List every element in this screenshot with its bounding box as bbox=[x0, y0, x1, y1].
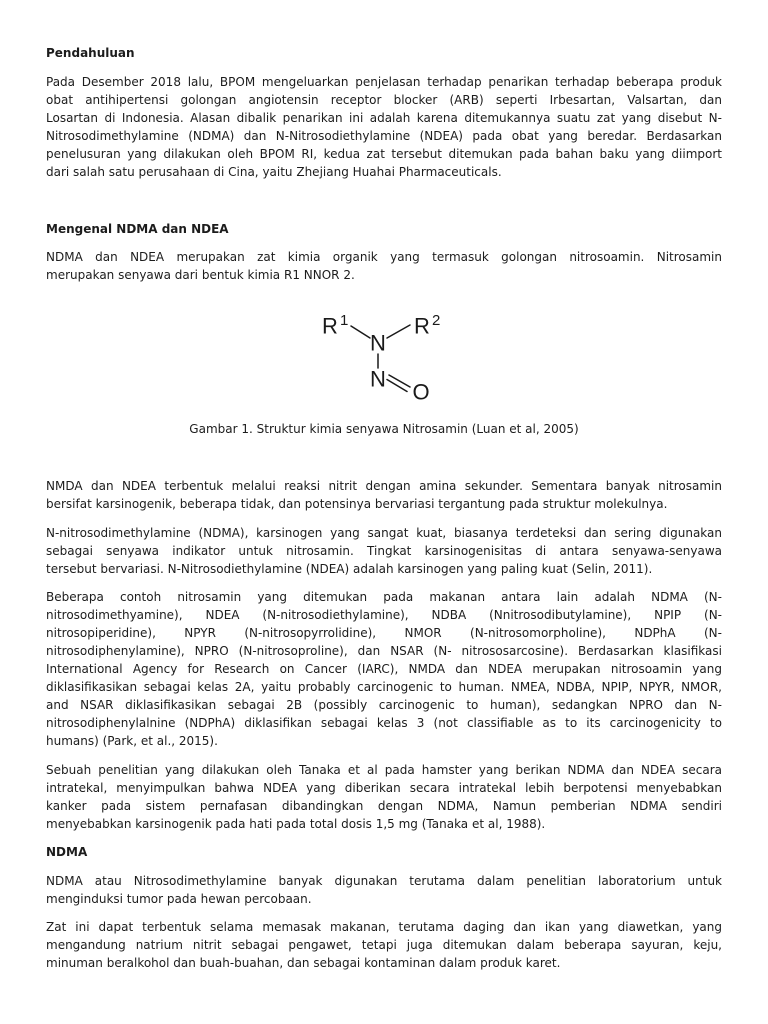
heading-ndma: NDMA bbox=[46, 845, 88, 859]
nitrosamine-structure-diagram bbox=[304, 295, 464, 410]
text-line: humans) (Park, et al., 2015). bbox=[46, 734, 218, 748]
text-line: NDMA dan NDEA merupakan zat kimia organik yang termasuk golongan nitrosoamin. Nitrosamin bbox=[46, 250, 722, 264]
atom-index-1: 1 bbox=[340, 311, 349, 329]
text-line: Pada Desember 2018 lalu, BPOM mengeluarkan penjelasan terhadap penarikan terhadap beberapa produk bbox=[46, 74, 722, 89]
text-line: and NSAR diklasifikasikan sebagai 2B (possibly carcinogenic to human), sedangkan NPRO dan N- bbox=[46, 698, 722, 712]
atom-label-o: O bbox=[412, 379, 430, 404]
text-line: penelusuran yang dilakukan oleh BPOM RI, kedua zat tersebut ditemukan pada bahan baku yang diimport bbox=[46, 146, 722, 161]
bond-r1-n bbox=[351, 326, 370, 338]
text-line: merupakan senyawa dari bentuk kimia R1 NNOR 2. bbox=[46, 268, 355, 282]
bond-n-o-double-2 bbox=[387, 379, 407, 391]
examples-classification-paragraph bbox=[46, 588, 722, 750]
tanaka-study-paragraph bbox=[46, 761, 722, 833]
text-line: menginduksi tumor pada hewan percobaan. bbox=[46, 891, 312, 906]
text-line: International Agency for Research on Cancer (IARC), NMDA dan NDEA merupakan nitrosoamin yang bbox=[46, 662, 722, 676]
figure-nitrosamine-structure bbox=[46, 295, 722, 410]
text-line: menyebabkan karsinogenik pada hati pada total dosis 1,5 mg (Tanaka et al, 1988). bbox=[46, 816, 546, 831]
text-line: Beberapa contoh nitrosamin yang ditemukan pada makanan antara lain adalah NDMA (N- bbox=[46, 590, 722, 604]
atom-label-n-lower: N bbox=[370, 366, 386, 391]
text-line: bersifat karsinogenik, beberapa tidak, dan potensinya bervariasi tergantung pada struktur molekulnya. bbox=[46, 497, 668, 511]
atom-index-2: 2 bbox=[432, 311, 441, 329]
heading-pendahuluan: Pendahuluan bbox=[46, 46, 135, 60]
text-line: N-nitrosodimethylamine (NDMA), karsinogen yang sangat kuat, biasanya terdeteksi dan sering digunakan bbox=[46, 525, 722, 540]
text-line: nitrosodiphenylamine), NPRO (N-nitrosoproline), dan NSAR (N- nitrososarcosine). Berdasarkan klasifikasi bbox=[46, 644, 722, 658]
bond-n-r2 bbox=[387, 325, 410, 338]
figure-caption: Gambar 1. Struktur kimia senyawa Nitrosamin (Luan et al, 2005) bbox=[189, 422, 579, 436]
atom-label-r2: R bbox=[414, 313, 430, 338]
atom-label-n-upper: N bbox=[370, 330, 386, 355]
text-line: nitrosodimethyamine), NDEA (N-nitrosodiethylamine), NDBA (Nnitrosodibutylamine), NPIP (N- bbox=[46, 608, 722, 622]
blank-line bbox=[46, 449, 722, 467]
text-line: sebagai senyawa indikator untuk nitrosamin. Tingkat karsinogenisitas di antara senyawa-senyawa bbox=[46, 543, 722, 558]
text-line: Nitrosodimethylamine (NDMA) dan N-Nitrosodiethylamine (NDEA) pada obat yang beredar. Berdasarkan bbox=[46, 128, 722, 143]
text-line: kanker pada sistem pernafasan dibandingkan dengan NDMA, Namun pemberian NDMA sendiri bbox=[46, 798, 722, 813]
ndma-usage-paragraph bbox=[46, 872, 722, 908]
ndma-sources-paragraph bbox=[46, 918, 722, 972]
text-line: Sebuah penelitian yang dilakukan oleh Tanaka et al pada hamster yang berikan NDMA dan NDEA secara bbox=[46, 762, 722, 777]
formation-paragraph bbox=[46, 477, 722, 513]
text-line: intratekal, menyimpulkan bahwa NDEA yang diberikan secara intratekal lebih berpotensi menyebabkan bbox=[46, 780, 722, 795]
text-line: nitrosodiphenylalnine (NDPhA) diklasifikan sebagai kelas 3 (not classifiable as to its carcinogenicity to bbox=[46, 716, 722, 730]
atom-label-r1: R bbox=[322, 313, 338, 338]
text-line: dari salah satu perusahaan di Cina, yaitu Zhejiang Huahai Pharmaceuticals. bbox=[46, 164, 502, 179]
heading-mengenal-ndma-ndea: Mengenal NDMA dan NDEA bbox=[46, 221, 229, 236]
bond-n-o-double-1 bbox=[389, 375, 410, 387]
text-line: mengandung natrium nitrit sebagai pengawet, tetapi juga ditemukan dalam beberapa sayuran, keju, bbox=[46, 938, 722, 952]
text-line: tersebut bervariasi. N-Nitrosodiethylamine (NDEA) adalah karsinogen yang paling kuat (Selin, 2011). bbox=[46, 561, 653, 576]
text-line: obat antihipertensi golongan angiotensin receptor blocker (ARB) seperti Irbesartan, Valsartan, dan bbox=[46, 92, 722, 107]
text-line: nitrosopiperidine), NPYR (N-nitrosopyrrolidine), NMOR (N-nitrosomorpholine), NDPhA (N- bbox=[46, 626, 722, 640]
text-line: Zat ini dapat terbentuk selama memasak makanan, terutama daging dan ikan yang diawetkan, yang bbox=[46, 920, 722, 934]
text-line: minuman beralkohol dan buah-buahan, dan sebagai kontaminan dalam produk karet. bbox=[46, 956, 561, 970]
nitrosamine-definition-paragraph bbox=[46, 248, 722, 284]
text-line: NDMA atau Nitrosodimethylamine banyak digunakan terutama dalam penelitian laboratorium untuk bbox=[46, 873, 722, 888]
blank-line bbox=[46, 191, 722, 209]
text-line: Losartan di Indonesia. Alasan dibalik penarikan ini adalah karena ditemukannya suatu zat yang disebut N- bbox=[46, 110, 722, 125]
carcinogen-paragraph bbox=[46, 524, 722, 578]
text-line: diklasifikasikan sebagai kelas 2A, yaitu probably carcinogenic to human. NMEA, NDBA, NPIP, NPYR, NMOR, bbox=[46, 680, 722, 694]
text-line: NMDA dan NDEA terbentuk melalui reaksi nitrit dengan amina sekunder. Sementara banyak nitrosamin bbox=[46, 479, 722, 493]
intro-paragraph bbox=[46, 73, 722, 181]
